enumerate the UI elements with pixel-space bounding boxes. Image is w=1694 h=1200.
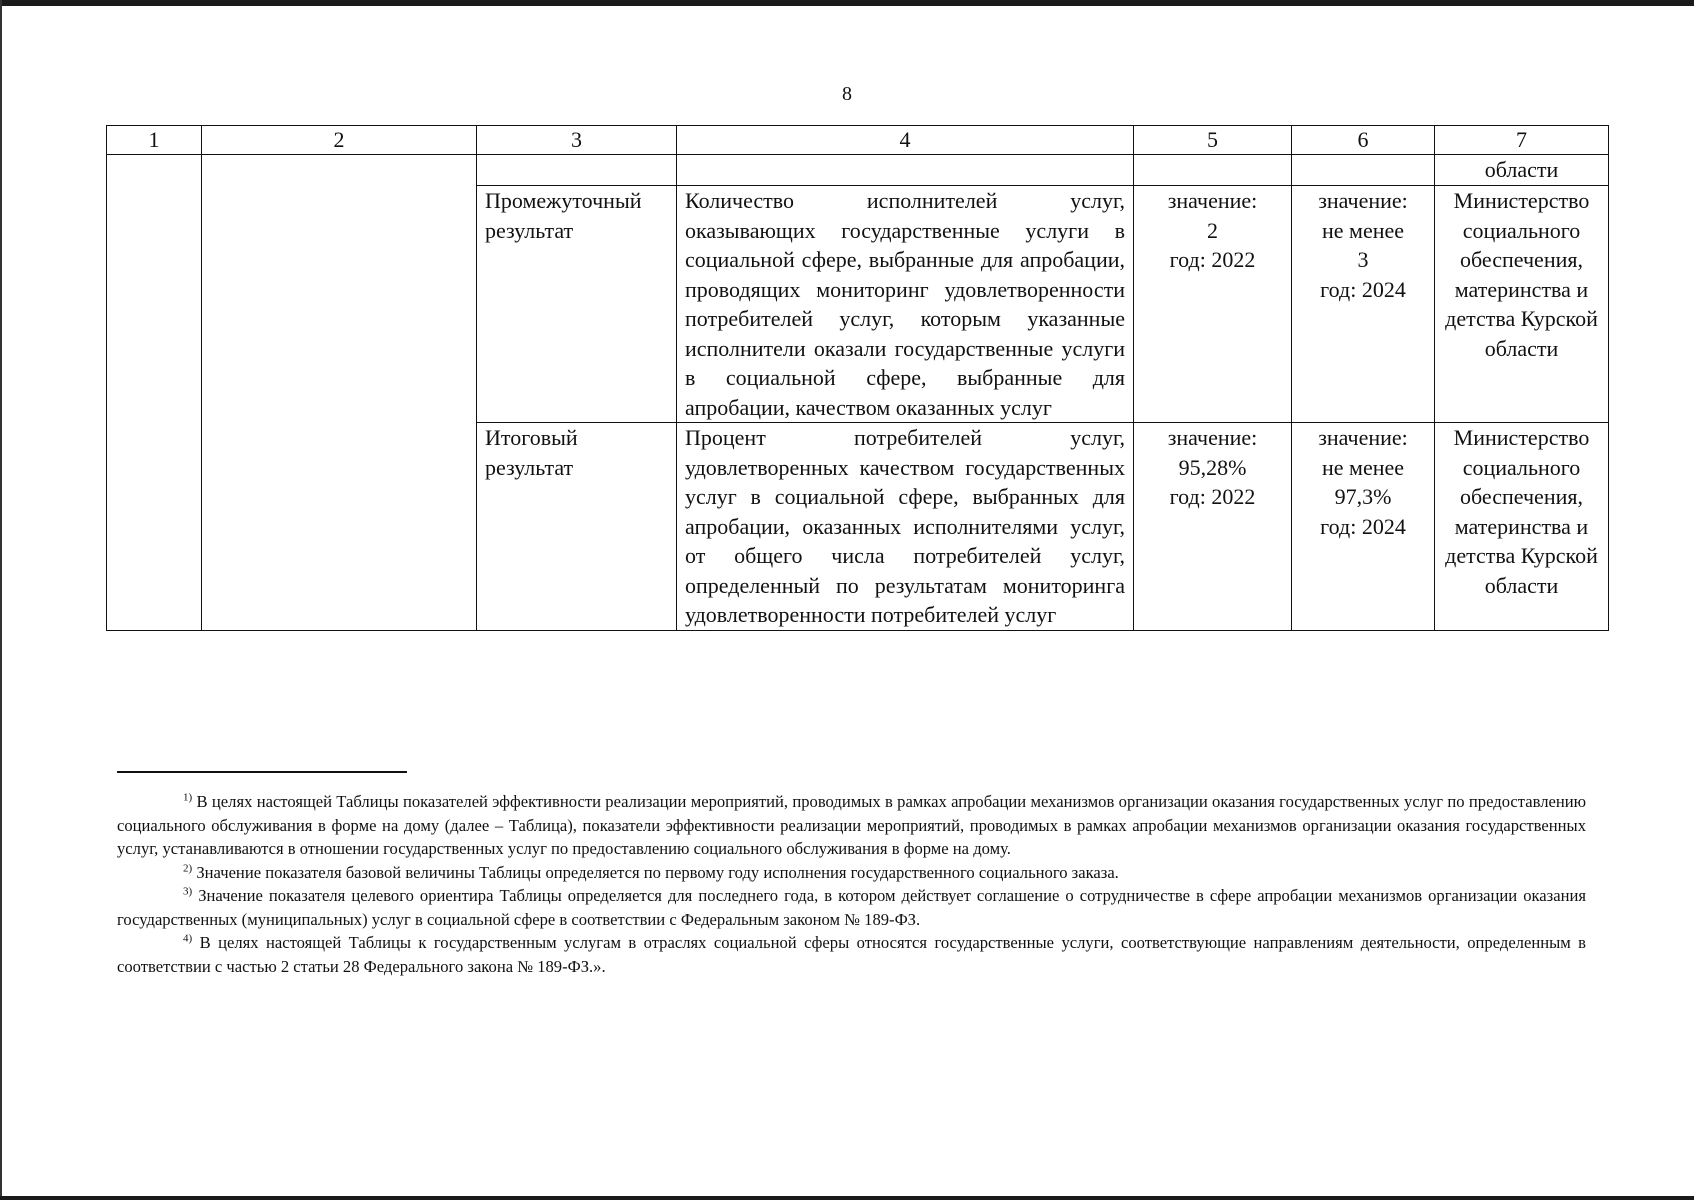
responsible-body-cell: Министерство социального обеспечения, материнства и детства Курской области bbox=[1435, 423, 1609, 631]
continuation-cell-3 bbox=[477, 155, 677, 186]
header-row bbox=[107, 126, 1609, 155]
result-type-cell: Итоговый результат bbox=[477, 423, 677, 631]
footnote-1 bbox=[117, 790, 1586, 861]
base-value-label: значение: bbox=[1167, 425, 1258, 450]
target-value-label: значение: bbox=[1318, 425, 1408, 450]
target-value-number: 97,3% bbox=[1334, 484, 1392, 509]
page-number: 8 bbox=[842, 83, 852, 105]
footnote-mark: 3) bbox=[183, 885, 193, 898]
target-value-qualifier: не менее bbox=[1321, 217, 1405, 243]
footnotes bbox=[117, 790, 1586, 978]
continuation-cell-5 bbox=[1134, 155, 1292, 186]
base-value-year: год: 2022 bbox=[1169, 484, 1256, 509]
footnote-text: В целях настоящей Таблицы показателей эффективности реализации мероприятий, проводимых в рамках апробации механизмов организации оказания государственных услуг по предоставлению социального обслуживания в форме на дому (далее – Таблица), показатели эффективности реализации мероприятий, проводимых в рамках апробации механизмов организации оказания государственных услуг, устанавливаются в отношении государственных услуг по предоставлению социального обслуживания в форме на дому. bbox=[117, 792, 1587, 858]
footnote-text: В целях настоящей Таблицы к государственным услугам в отраслях социальной сферы относятся государственные услуги, соответствующие направлениям деятельности, определенным в соответствии с частью 2 статьи 28 Федерального закона № 189-ФЗ.». bbox=[117, 933, 1586, 976]
footnote-mark: 4) bbox=[183, 932, 193, 945]
header-col-7: 7 bbox=[1435, 126, 1609, 155]
base-value-cell bbox=[1134, 186, 1292, 423]
target-value-label: значение: bbox=[1318, 188, 1408, 213]
header-col-3: 3 bbox=[477, 126, 677, 155]
base-value-label: значение: bbox=[1167, 188, 1258, 213]
header-col-6: 6 bbox=[1292, 126, 1435, 155]
base-value-year: год: 2022 bbox=[1169, 247, 1256, 272]
header-col-1: 1 bbox=[107, 126, 202, 155]
footnote-2 bbox=[117, 861, 1586, 885]
cell-col-1-empty bbox=[107, 155, 202, 631]
header-col-4: 4 bbox=[677, 126, 1134, 155]
base-value-number: 95,28% bbox=[1178, 454, 1247, 480]
footnote-mark: 1) bbox=[183, 791, 193, 804]
indicator-description-cell: Процент потребителей услуг, удовлетворенных качеством государственных услуг в социальной сфере, выбранных для апробации, оказанных исполнителями услуг, от общего числа потребителей услуг, определенный по результатам мониторинга удовлетворенности потребителей услуг bbox=[677, 423, 1134, 631]
target-value-number: 3 bbox=[1357, 247, 1369, 272]
continuation-cell-4 bbox=[677, 155, 1134, 186]
result-type-cell: Промежуточный результат bbox=[477, 186, 677, 423]
continuation-row bbox=[107, 155, 1609, 186]
footnote-3 bbox=[117, 884, 1586, 931]
scan-border-left bbox=[0, 0, 2, 1200]
target-value-qualifier: не менее bbox=[1321, 454, 1405, 480]
scan-border-bottom bbox=[0, 1196, 1694, 1200]
continuation-cell-6 bbox=[1292, 155, 1435, 186]
footnote-text: Значение показателя базовой величины Таблицы определяется по первому году исполнения государственного социального заказа. bbox=[196, 862, 1119, 882]
base-value-number: 2 bbox=[1207, 217, 1218, 243]
target-value-year: год: 2024 bbox=[1320, 513, 1406, 539]
indicator-description-cell: Количество исполнителей услуг, оказывающих государственные услуги в социальной сфере, выбранные для апробации, проводящих мониторинг удовлетворенности потребителей услуг, которым указанные исполнители оказали государственные услуги в социальной сфере, выбранные для апробации, качеством оказанных услуг bbox=[677, 186, 1134, 423]
footnote-text: Значение показателя целевого ориентира Таблицы определяется для последнего года, в котором действует соглашение о сотрудничестве в сфере апробации механизмов организации оказания государственных (муниципальных) услуг в социальной сфере в соответствии с Федеральным законом № 189-ФЗ. bbox=[117, 886, 1586, 929]
scan-border-top bbox=[0, 0, 1694, 6]
footnote-mark: 2) bbox=[183, 861, 193, 874]
footnote-separator bbox=[117, 771, 407, 773]
header-col-5: 5 bbox=[1134, 126, 1292, 155]
continuation-cell-7: области bbox=[1435, 155, 1609, 186]
header-col-2: 2 bbox=[202, 126, 477, 155]
responsible-body-cell: Министерство социального обеспечения, материнства и детства Курской области bbox=[1435, 186, 1609, 423]
base-value-cell bbox=[1134, 423, 1292, 631]
cell-col-2-empty bbox=[202, 155, 477, 631]
footnote-4 bbox=[117, 931, 1586, 978]
target-value-cell bbox=[1292, 423, 1435, 631]
target-value-cell bbox=[1292, 186, 1435, 423]
indicators-table bbox=[106, 125, 1609, 631]
target-value-year: год: 2024 bbox=[1320, 276, 1406, 302]
